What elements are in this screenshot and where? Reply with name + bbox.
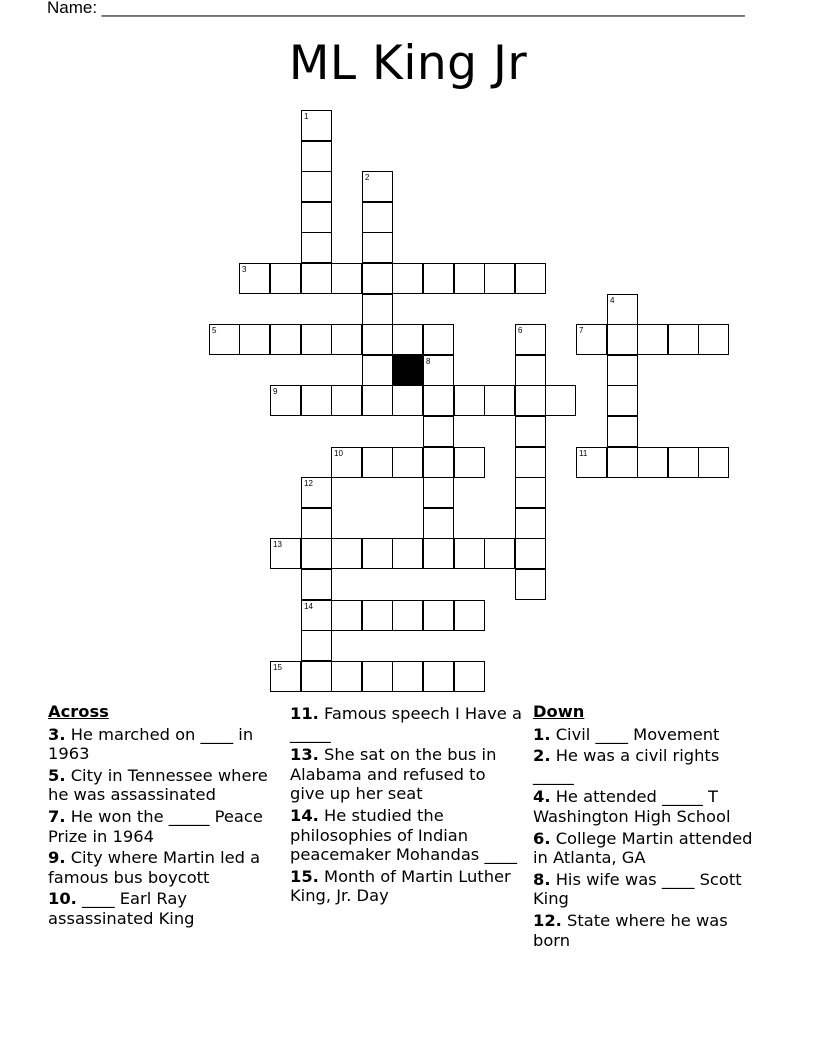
grid-cell[interactable] [362, 202, 393, 233]
clue-text: Famous speech I Have a _____ [290, 704, 522, 743]
grid-cell[interactable] [423, 477, 454, 508]
clue-text: He studied the philosophies of Indian peacemaker Mohandas ____ [290, 805, 518, 865]
grid-cell[interactable] [423, 263, 454, 294]
grid-cell[interactable] [423, 355, 454, 386]
clue-number-label: 13. [290, 745, 319, 765]
clue-number-label: 3. [48, 724, 66, 744]
clue-number-label: 1. [533, 724, 551, 744]
across-clue [48, 807, 280, 846]
grid-cell[interactable] [698, 324, 729, 355]
grid-cell[interactable] [301, 600, 332, 631]
grid-cell[interactable] [668, 324, 699, 355]
clue-number: 10 [334, 449, 343, 458]
grid-cell[interactable] [331, 538, 362, 569]
grid-cell[interactable] [423, 508, 454, 539]
name-line[interactable]: Name: ____________________________________________________________________ [47, 0, 745, 17]
clue-number-label: 2. [533, 746, 551, 766]
clue-text: She sat on the bus in Alabama and refused to give up her seat [290, 745, 497, 804]
grid-cell[interactable] [392, 385, 423, 416]
grid-cell[interactable] [362, 263, 393, 294]
grid-cell[interactable] [301, 232, 332, 263]
grid-cell[interactable] [515, 538, 546, 569]
grid-cell[interactable] [607, 385, 638, 416]
grid-cell[interactable] [515, 263, 546, 294]
grid-cell[interactable] [392, 538, 423, 569]
grid-cell[interactable] [423, 538, 454, 569]
clue-text: State where he was born [533, 910, 728, 950]
clue-number-label: 9. [48, 848, 66, 868]
puzzle-title: ML King Jr [288, 36, 528, 91]
clue-number-label: 10. [48, 889, 77, 909]
clue-text: He was a civil rights _____ [533, 746, 720, 785]
grid-cell[interactable] [270, 538, 301, 569]
across-column-1 [48, 702, 280, 931]
clue-number: 4 [610, 296, 615, 305]
grid-cell[interactable] [301, 569, 332, 600]
grid-cell[interactable] [331, 600, 362, 631]
grid-cell[interactable] [515, 508, 546, 539]
clue-number: 5 [212, 326, 217, 335]
grid-cell[interactable] [362, 538, 393, 569]
grid-block [392, 355, 423, 386]
down-clue [533, 829, 765, 868]
clue-text: Civil ____ Movement [550, 724, 720, 744]
clue-text: ____ Earl Ray assassinated King [48, 889, 195, 928]
grid-cell[interactable] [484, 385, 515, 416]
grid-cell[interactable] [270, 385, 301, 416]
grid-cell[interactable] [239, 263, 270, 294]
grid-cell[interactable] [454, 538, 485, 569]
grid-cell[interactable] [301, 477, 332, 508]
grid-cell[interactable] [576, 447, 607, 478]
clue-text: City where Martin led a famous bus boycott [48, 848, 261, 887]
grid-cell[interactable] [301, 263, 332, 294]
grid-cell[interactable] [607, 447, 638, 478]
grid-cell[interactable] [515, 385, 546, 416]
grid-cell[interactable] [270, 324, 301, 355]
down-clue [533, 787, 765, 826]
down-clue [533, 911, 765, 950]
across-clue [48, 889, 280, 928]
grid-cell[interactable] [301, 508, 332, 539]
grid-cell[interactable] [362, 294, 393, 325]
grid-cell[interactable] [362, 355, 393, 386]
across-clue [290, 867, 522, 906]
grid-cell[interactable] [454, 263, 485, 294]
grid-cell[interactable] [698, 447, 729, 478]
grid-cell[interactable] [331, 324, 362, 355]
grid-cell[interactable] [209, 324, 240, 355]
grid-cell[interactable] [515, 569, 546, 600]
grid-cell[interactable] [454, 661, 485, 692]
grid-cell[interactable] [362, 324, 393, 355]
clue-number: 6 [518, 326, 523, 335]
grid-cell[interactable] [301, 630, 332, 661]
grid-cell[interactable] [331, 263, 362, 294]
grid-cell[interactable] [576, 324, 607, 355]
down-clue [533, 725, 765, 745]
clue-number: 15 [273, 663, 282, 672]
grid-cell[interactable] [392, 447, 423, 478]
grid-cell[interactable] [270, 263, 301, 294]
across-heading: Across [48, 702, 109, 721]
clue-number: 13 [273, 540, 282, 549]
grid-cell[interactable] [362, 232, 393, 263]
grid-cell[interactable] [301, 110, 332, 141]
grid-cell[interactable] [301, 324, 332, 355]
grid-cell[interactable] [454, 600, 485, 631]
clue-number: 1 [304, 112, 309, 121]
clue-number-label: 12. [533, 910, 562, 930]
down-clue [533, 870, 765, 909]
grid-cell[interactable] [607, 294, 638, 325]
grid-cell[interactable] [454, 385, 485, 416]
clue-text: He marched on ____ in 1963 [48, 724, 254, 764]
clue-number-label: 11. [290, 704, 319, 723]
grid-cell[interactable] [545, 385, 576, 416]
clue-text: College Martin attended in Atlanta, GA [533, 828, 753, 868]
grid-cell[interactable] [423, 324, 454, 355]
grid-cell[interactable] [301, 171, 332, 202]
grid-cell[interactable] [362, 600, 393, 631]
clue-number-label: 6. [533, 828, 551, 848]
clue-number: 11 [579, 449, 588, 458]
across-clue [48, 766, 280, 805]
grid-cell[interactable] [515, 416, 546, 447]
down-clue [533, 746, 765, 785]
clue-number: 7 [579, 326, 584, 335]
clue-number: 8 [426, 357, 431, 366]
clue-number: 14 [304, 602, 313, 611]
grid-cell[interactable] [301, 202, 332, 233]
grid-cell[interactable] [270, 661, 301, 692]
clue-number-label: 7. [48, 806, 66, 826]
grid-cell[interactable] [239, 324, 270, 355]
grid-cell[interactable] [668, 447, 699, 478]
grid-cell[interactable] [607, 324, 638, 355]
grid-cell[interactable] [607, 416, 638, 447]
grid-cell[interactable] [454, 447, 485, 478]
grid-cell[interactable] [301, 661, 332, 692]
grid-cell[interactable] [515, 477, 546, 508]
clue-text: He won the _____ Peace Prize in 1964 [48, 806, 263, 846]
clue-number-label: 14. [290, 805, 319, 825]
grid-cell[interactable] [331, 385, 362, 416]
down-heading: Down [533, 702, 585, 721]
grid-cell[interactable] [515, 447, 546, 478]
grid-cell[interactable] [515, 324, 546, 355]
clue-number-label: 8. [533, 869, 551, 889]
grid-cell[interactable] [392, 600, 423, 631]
clue-number: 9 [273, 387, 278, 396]
clue-number-label: 15. [290, 866, 319, 886]
clue-text: Month of Martin Luther King, Jr. Day [290, 866, 511, 906]
grid-cell[interactable] [637, 447, 668, 478]
grid-cell[interactable] [301, 538, 332, 569]
grid-cell[interactable] [607, 355, 638, 386]
across-clue [290, 745, 522, 804]
grid-cell[interactable] [423, 447, 454, 478]
clue-text: His wife was ____ Scott King [533, 869, 742, 909]
clue-number-label: 5. [48, 765, 66, 785]
grid-cell[interactable] [362, 385, 393, 416]
clue-number: 2 [365, 173, 370, 182]
grid-cell[interactable] [423, 385, 454, 416]
clue-number: 3 [242, 265, 247, 274]
grid-cell[interactable] [423, 661, 454, 692]
grid-cell[interactable] [637, 324, 668, 355]
across-clue [290, 806, 522, 865]
grid-cell[interactable] [362, 447, 393, 478]
grid-cell[interactable] [301, 385, 332, 416]
across-clue [290, 704, 522, 743]
grid-cell[interactable] [392, 263, 423, 294]
grid-cell[interactable] [423, 416, 454, 447]
grid-cell[interactable] [484, 263, 515, 294]
grid-cell[interactable] [331, 661, 362, 692]
grid-cell[interactable] [362, 661, 393, 692]
grid-cell[interactable] [331, 447, 362, 478]
across-column-2 [290, 704, 522, 908]
clue-number: 12 [304, 479, 313, 488]
clue-text: He attended _____ T Washington High School [533, 787, 731, 826]
grid-cell[interactable] [301, 141, 332, 172]
grid-cell[interactable] [484, 538, 515, 569]
grid-cell[interactable] [423, 600, 454, 631]
grid-cell[interactable] [392, 324, 423, 355]
clue-number-label: 4. [533, 787, 551, 807]
down-column [533, 702, 765, 952]
across-clue [48, 725, 280, 764]
grid-cell[interactable] [392, 661, 423, 692]
grid-cell[interactable] [515, 355, 546, 386]
grid-cell[interactable] [362, 171, 393, 202]
across-clue [48, 848, 280, 887]
clue-text: City in Tennessee where he was assassinated [48, 765, 268, 805]
